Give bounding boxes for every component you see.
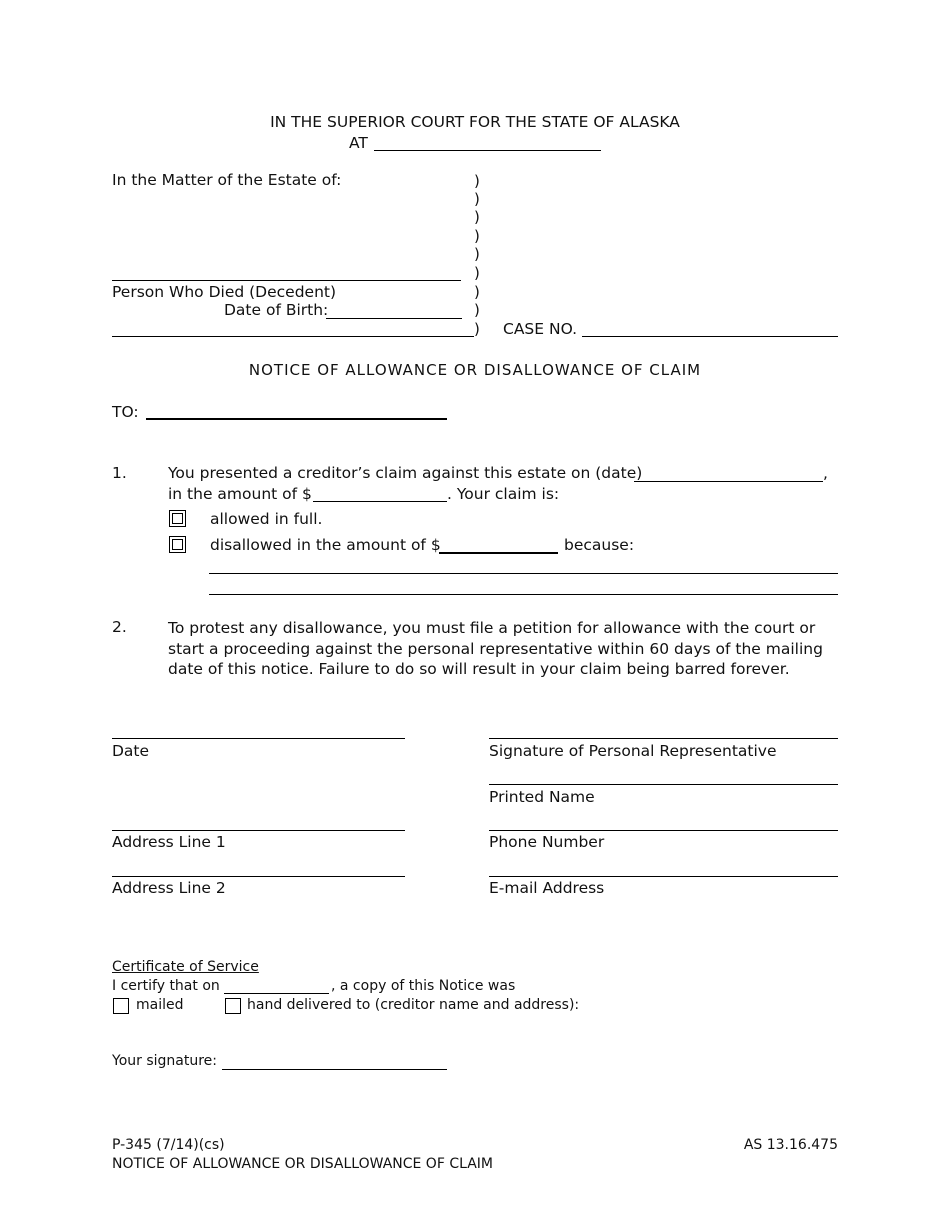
phone-label: Phone Number xyxy=(489,833,605,851)
email-label: E-mail Address xyxy=(489,879,605,897)
caption-paren: ) xyxy=(474,320,480,338)
to-field[interactable] xyxy=(146,418,447,420)
estate-of-label: In the Matter of the Estate of: xyxy=(112,171,342,189)
your-signature-line[interactable] xyxy=(222,1069,447,1070)
reason-line-1[interactable] xyxy=(209,573,838,574)
dob-label: Date of Birth: xyxy=(224,301,329,319)
item-1-comma: , xyxy=(823,464,828,482)
caption-paren: ) xyxy=(474,172,480,190)
caption-bottom-rule xyxy=(112,336,474,337)
certificate-title: Certificate of Service xyxy=(112,959,259,975)
certify-text-a: I certify that on xyxy=(112,978,220,994)
at-label: AT xyxy=(349,134,368,152)
dob-field[interactable] xyxy=(326,318,462,319)
address2-line[interactable] xyxy=(112,876,405,877)
your-signature-label: Your signature: xyxy=(112,1053,217,1069)
date-sign-line[interactable] xyxy=(112,738,405,739)
claim-date-field[interactable] xyxy=(634,481,823,482)
because-label: because: xyxy=(564,536,635,554)
caption-paren: ) xyxy=(474,208,480,226)
address1-line[interactable] xyxy=(112,830,405,831)
item-1-line2a: in the amount of $ xyxy=(168,485,312,503)
certify-text-b: , a copy of this Notice was xyxy=(331,978,516,994)
form-number: P-345 (7/14)(cs) xyxy=(112,1137,225,1153)
to-label: TO: xyxy=(112,403,139,421)
date-label: Date xyxy=(112,742,150,760)
item-1-number: 1. xyxy=(112,464,127,482)
printed-name-line[interactable] xyxy=(489,784,838,785)
email-line[interactable] xyxy=(489,876,838,877)
signature-line[interactable] xyxy=(489,738,838,739)
hand-delivered-label: hand delivered to (creditor name and address): xyxy=(247,997,580,1013)
phone-line[interactable] xyxy=(489,830,838,831)
disallowed-label: disallowed in the amount of $ xyxy=(210,536,441,554)
claim-amount-field[interactable] xyxy=(313,501,447,502)
item-1-line2b: . Your claim is: xyxy=(447,485,560,503)
caption-paren: ) xyxy=(474,283,480,301)
address1-label: Address Line 1 xyxy=(112,833,226,851)
footer-title: NOTICE OF ALLOWANCE OR DISALLOWANCE OF CLAIM xyxy=(112,1156,494,1172)
address2-label: Address Line 2 xyxy=(112,879,226,897)
item-2-text: To protest any disallowance, you must file a petition for allowance with the court or start a proceeding against the personal representative within 60 days of the mailing date of this notice. Failure to do so will result in your claim being barred forever. xyxy=(168,619,823,678)
mailed-checkbox[interactable] xyxy=(113,998,129,1014)
caption-paren: ) xyxy=(474,301,480,319)
form-title: NOTICE OF ALLOWANCE OR DISALLOWANCE OF CLAIM xyxy=(248,361,702,379)
signature-label: Signature of Personal Representative xyxy=(489,742,777,760)
statute-reference: AS 13.16.475 xyxy=(743,1137,838,1153)
court-heading: IN THE SUPERIOR COURT FOR THE STATE OF ALASKA xyxy=(270,113,680,131)
item-2-number: 2. xyxy=(112,618,127,636)
location-field[interactable] xyxy=(374,150,601,151)
allowed-label: allowed in full. xyxy=(210,510,323,528)
caption-paren: ) xyxy=(474,190,480,208)
decedent-name-field[interactable] xyxy=(112,280,461,281)
service-date-field[interactable] xyxy=(224,993,329,994)
hand-delivered-checkbox[interactable] xyxy=(225,998,241,1014)
disallowed-checkbox[interactable] xyxy=(169,536,186,553)
allowed-checkbox[interactable] xyxy=(169,510,186,527)
case-no-field[interactable] xyxy=(582,336,838,337)
decedent-label: Person Who Died (Decedent) xyxy=(112,283,337,301)
item-1-line1: You presented a creditor’s claim against this estate on (date) xyxy=(168,464,643,482)
mailed-label: mailed xyxy=(136,997,184,1013)
case-no-label: CASE NO. xyxy=(503,320,578,338)
printed-name-label: Printed Name xyxy=(489,788,595,806)
caption-paren: ) xyxy=(474,227,480,245)
reason-line-2[interactable] xyxy=(209,594,838,595)
caption-paren: ) xyxy=(474,245,480,263)
disallowed-amount-field[interactable] xyxy=(439,552,558,554)
caption-paren: ) xyxy=(474,264,480,282)
